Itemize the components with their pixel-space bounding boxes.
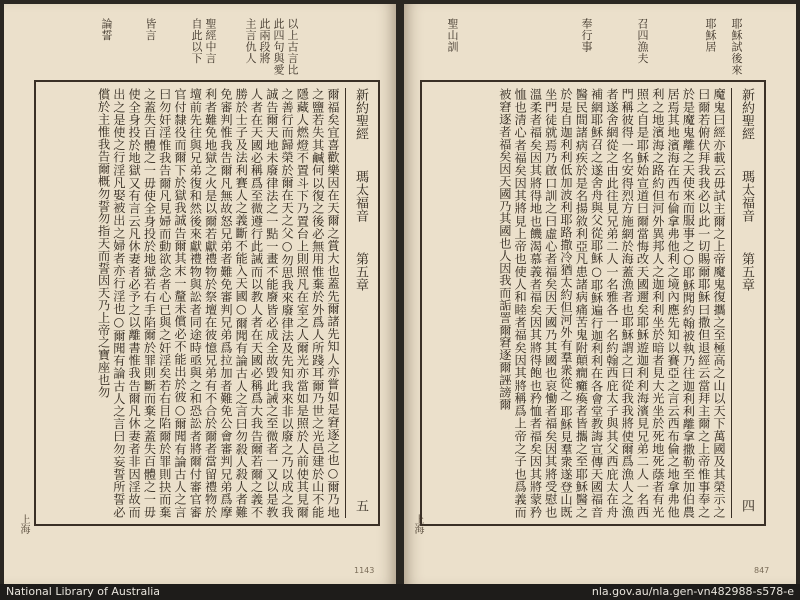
text-frame	[34, 80, 380, 526]
gospel-name: 瑪太福音	[353, 170, 368, 223]
shelf-mark: 1143	[354, 566, 375, 575]
gospel-name: 瑪太福音	[739, 170, 754, 223]
book-title: 新約聖經	[353, 88, 368, 140]
scripture-paragraph: 魔鬼曰經亦載云毋試主爾之上帝魔鬼復攜之至極高之山以天下萬國及其榮示之曰爾若俯伏拜我我必以此一切賜爾耶穌曰撒但退經云當拜主爾之上帝惟事奉之於是魔鬼離之天使來而服事之○耶穌聞約翰被執乃往迦利利離拿撒勒至加伯農居焉其地濱海在西布倫拿弗他利之境內應先知以賽亞之言云西布倫之地拿弗他利之地濱海之路約但河外異邦人之迦利利坐於暗者見大光坐於死地死蔭者有光照之自是耶穌始宣道曰爾當悔改天國邇矣耶穌遊迦利利海濱見兄弟二人一名西門稱彼得一名安得烈方施網於海蓋漁者也耶穌謂之曰從我我將使爾爲漁人之漁者遂舍網從之由此往見兄弟二人一名雅各一名約翰西庇太子與其父西庇太在舟補網耶穌召之遂舍舟與父從耶穌○耶穌遍行迦利利在各會堂教誨宣傳天國福音醫民間諸病疾於是名揚敘利亞凡患諸病痛苦鬼附顛癇癱瘓者皆攜之至耶穌醫之於是自迦利利低加波利耶路撒冷猶太約但河外有羣衆從之 耶穌見羣衆遂登山既坐門徒就焉乃啟口訓之曰虛心者福矣因天國乃其國也哀慟者福矣因其將受慰也溫柔者福矣因其將得地也饑渴慕義者福矣因其將得飽也矜恤者福矣因其將蒙矜恤也清心者福矣因其將見上帝也使人和睦者福矣因其將稱爲上帝之子也爲義而被窘逐者福矣因天國乃其國也人因我而詬詈爾窘逐爾誣謗爾	[497, 88, 726, 518]
margin-note: 主言仇人	[244, 18, 257, 64]
shelf-mark: 847	[754, 566, 770, 575]
page-number: 四	[739, 499, 754, 512]
publisher-mark: 上海	[412, 514, 423, 534]
margin-note: 此四句與愛	[272, 18, 285, 76]
margin-note: 奉行事	[580, 18, 593, 53]
margin-note: 此兩段將	[258, 18, 271, 64]
running-header	[731, 88, 758, 518]
chapter-label: 第五章	[739, 252, 754, 292]
margin-note: 聖山訓	[446, 18, 459, 53]
margin-note: 耶穌居	[704, 18, 717, 53]
scripture-text	[452, 88, 726, 518]
margin-note: 以上古言比	[286, 18, 299, 76]
page-number: 五	[353, 499, 368, 512]
library-footer	[0, 584, 800, 600]
margin-note: 耶穌試後來	[730, 18, 743, 76]
margin-note: 聖經中言	[204, 18, 217, 64]
margin-note: 自此以下	[190, 18, 203, 64]
chapter-label: 第五章	[353, 252, 368, 292]
margin-note: 論誓	[100, 18, 113, 41]
margin-note: 召四漁夫	[636, 18, 649, 64]
item-identifier: nla.gov.au/nla.gen-vn482988-s578-e	[591, 585, 794, 598]
book-title: 新約聖經	[739, 88, 754, 140]
institution-name: National Library of Australia	[6, 585, 161, 598]
left-page	[4, 4, 396, 584]
margin-note: 皆言	[144, 18, 157, 41]
right-page	[404, 4, 796, 584]
publisher-mark: 上海	[18, 514, 29, 534]
scripture-text	[66, 88, 340, 518]
scripture-paragraph: 爾福矣宜喜歡樂因在天爾之賞大也蓋先爾諸先知人亦嘗如是窘逐之也○爾乃地之鹽若失其鹹何以復之後必無用惟棄於外爲人所踐耳爾乃世之光邑建於山不能隱藏人燃燈不置斗下乃置台上則照凡在室之人爾光亦當如是照於人前使其見爾之善行而歸榮於爾在天之父○勿思我來廢律法及先知我來非以廢之乃以成之我誠告爾天地未廢律法之一點一畫不能廢皆必成全故毀此誡之至微者一又以是教人者在天國必稱爲至微遵行此誡而以教人者在天國必稱爲大我告爾若爾之義不勝於士子及法利賽人之義斷不能入天國○爾聞有論古人之言曰勿殺人殺人者難免審判惟我告爾凡無故怒兄弟者難免審判兄弟爲拉加者難免公會審判兄弟爲摩利者難免地獄之火是以爾若獻禮物於祭壇在彼憶兄弟有不合於爾者當留禮物於壇前先往與兄弟復和然後來獻禮物與訟者同途時亟與之和恐訟者將爾付審官審官付隸役而爾下於獄我誠告爾其末一釐未償必不能出於彼○爾聞有論古人之言曰勿奸淫惟我告爾凡見婦而動欲念者心已與之奸淫矣若右目陷爾於罪則抉而棄之蓋失百體之一毋使全身投於地獄若右手陷爾於罪則斷而棄之蓋失百體之一毋使全身投於地獄又有言云凡休妻者必予之以離書惟我告爾凡休妻者非因淫故而出之是使之行淫凡娶被出之婦者亦行淫也○爾聞有論古人之言曰勿妄誓所誓必償於主惟我告爾概勿誓勿指天而誓因天乃上帝之寶座也勿	[96, 88, 340, 518]
running-header	[345, 88, 372, 518]
text-frame	[420, 80, 766, 526]
